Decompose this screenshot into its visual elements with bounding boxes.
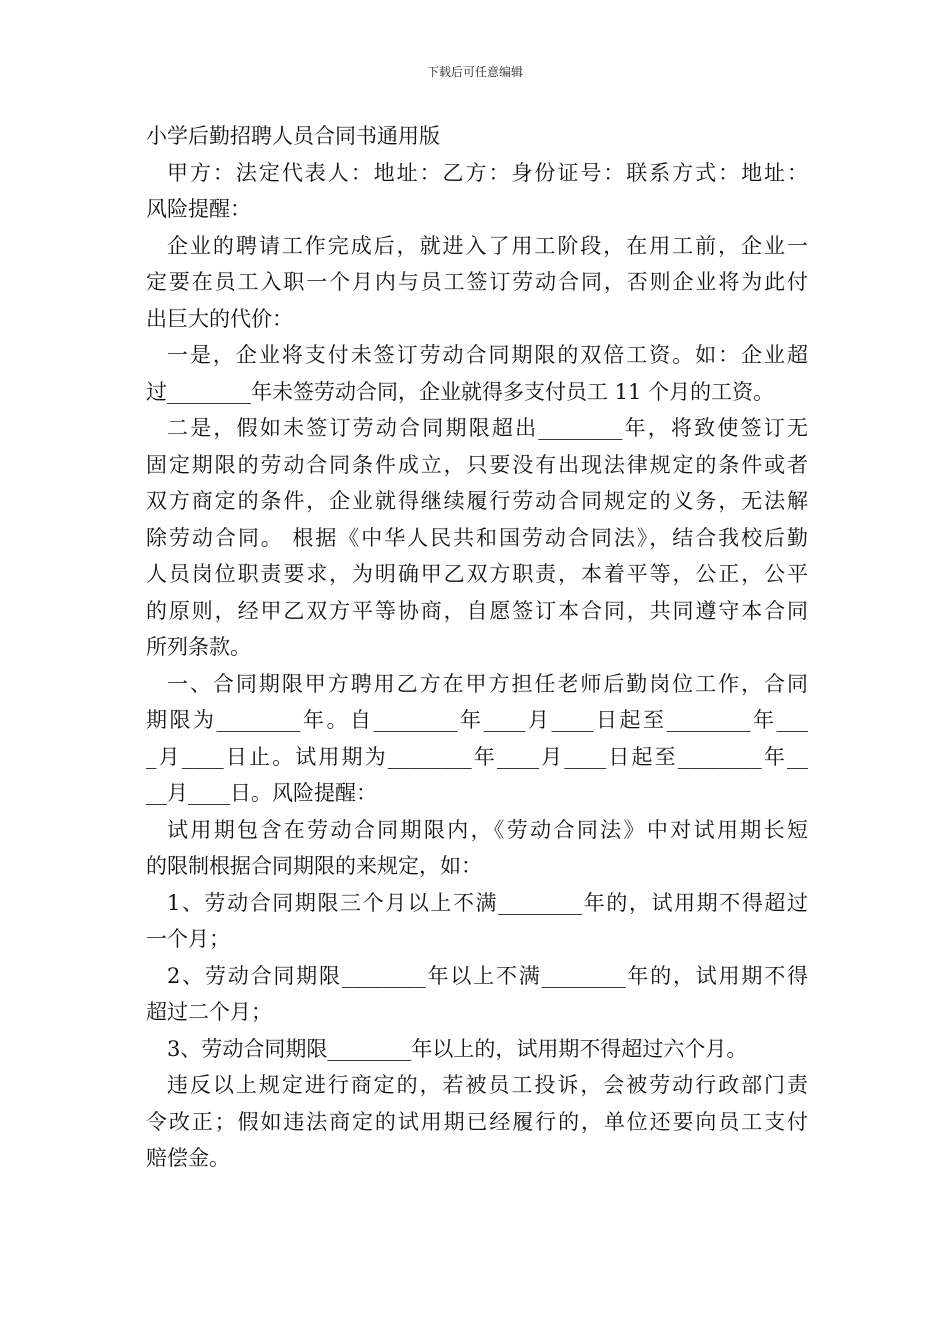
text-line: 违反以上规定进行商定的，若被员工投诉，会被劳动行政部门责 bbox=[167, 1073, 808, 1097]
text-line: 赔偿金。 bbox=[146, 1146, 230, 1170]
text-line: 一是，企业将支付未签订劳动合同期限的双倍工资。如：企业超 bbox=[167, 343, 808, 367]
text-line: 的原则，经甲乙双方平等协商，自愿签订本合同，共同遵守本合同 bbox=[146, 598, 808, 623]
text-line: 过________年未签劳动合同，企业就得多支付员工 11 个月的工资。 bbox=[146, 379, 775, 404]
text-line: 期限为________年。自________年____月____日起至________年___ bbox=[146, 708, 808, 732]
document-title: 小学后勤招聘人员合同书通用版 bbox=[146, 124, 440, 148]
text-line: 固定期限的劳动合同条件成立，只要没有出现法律规定的条件或者 bbox=[146, 452, 808, 477]
page-header: 下载后可任意编辑 bbox=[426, 65, 523, 79]
text-line: 令改正；假如违法商定的试用期已经履行的，单位还要向员工支付 bbox=[146, 1109, 808, 1134]
text-line: 超过二个月； bbox=[146, 1000, 272, 1024]
text-line: 甲方：法定代表人：地址：乙方：身份证号：联系方式：地址： bbox=[167, 160, 808, 185]
document-body bbox=[146, 118, 808, 1177]
text-line: 1、劳动合同期限三个月以上不满________年的，试用期不得超过 bbox=[167, 890, 808, 915]
text-line: 2、劳动合同期限________年以上不满________年的，试用期不得 bbox=[167, 963, 808, 988]
text-line: 定要在员工入职一个月内与员工签订劳动合同，否则企业将为此付 bbox=[146, 270, 808, 294]
text-line: 一、合同期限甲方聘用乙方在甲方担任老师后勤岗位工作，合同 bbox=[167, 671, 808, 696]
text-line: 一个月； bbox=[146, 927, 230, 951]
text-line: 企业的聘请工作完成后，就进入了用工阶段，在用工前，企业一 bbox=[167, 233, 808, 258]
text-line: 所列条款。 bbox=[146, 635, 251, 659]
text-line: 3、劳动合同期限________年以上的，试用期不得超过六个月。 bbox=[167, 1036, 748, 1061]
text-line: 风险提醒： bbox=[146, 197, 251, 221]
text-line: 出巨大的代价： bbox=[146, 306, 293, 331]
text-line: 人员岗位职责要求，为明确甲乙双方职责，本着平等，公正，公平 bbox=[146, 562, 808, 586]
text-line: _月____日止。试用期为________年____月____日起至________年__ bbox=[146, 744, 808, 769]
text-line: 的限制根据合同期限的来规定，如： bbox=[146, 854, 482, 878]
text-line: 双方商定的条件，企业就得继续履行劳动合同规定的义务，无法解 bbox=[146, 489, 808, 513]
text-line: 二是，假如未签订劳动合同期限超出________年，将致使签订无 bbox=[167, 416, 808, 440]
text-line: __月____日。风险提醒： bbox=[146, 781, 377, 805]
text-line: 除劳动合同。 根据《中华人民共和国劳动合同法》，结合我校后勤 bbox=[146, 525, 808, 550]
text-line: 试用期包含在劳动合同期限内，《劳动合同法》中对试用期长短 bbox=[167, 817, 808, 842]
